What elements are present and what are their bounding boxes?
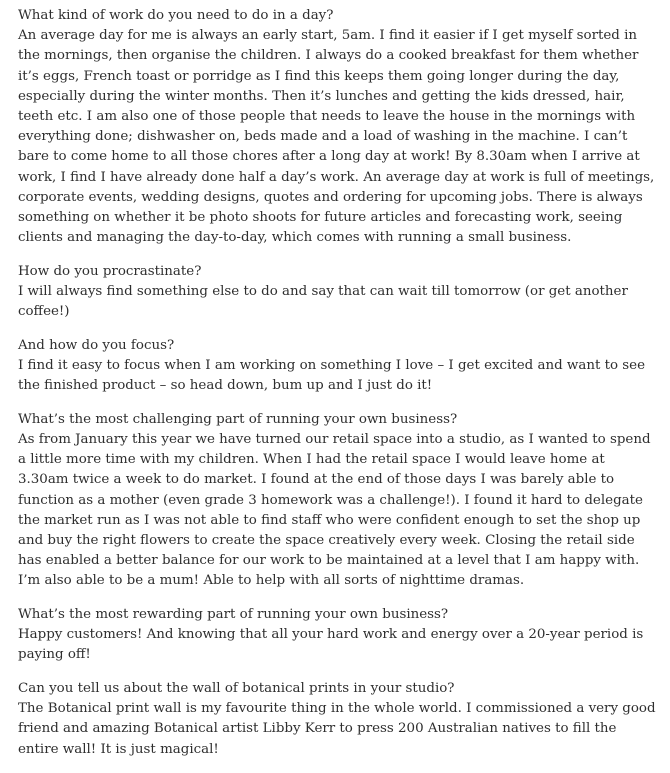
question-text: Can you tell us about the wall of botanical prints in your studio? xyxy=(18,681,455,697)
qa-block-rewarding xyxy=(18,605,658,666)
answer-text: I will always find something else to do and say that can wait till tomorrow (or get another coffee!) xyxy=(18,284,628,320)
answer-text: Happy customers! And knowing that all your hard work and energy over a 20-year period is paying off! xyxy=(18,627,644,663)
question-text: What kind of work do you need to do in a day? xyxy=(18,8,334,23)
question-text: How do you procrastinate? xyxy=(18,263,202,279)
qa-block-focus xyxy=(18,336,658,397)
answer-text: As from January this year we have turned our retail space into a studio, as I wanted to spend a little more time with my children. When I had the retail space I would leave home at 3.30am twice a week to do market. I found at the end of those days I was barely able to function as a mother (even grade 3 homework was a challenge!). I found it hard to delegate the market run as I was not able to find staff who were confident enough to set the shop up and buy the right flowers to create the space creatively every week. Closing the retail side has enabled a better balance for our work to be maintained at a level that I am happy with. I’m also able to be a mum! Able to help with all sorts of nighttime dramas. xyxy=(18,432,651,589)
qa-block-challenging xyxy=(18,410,658,592)
answer-text: An average day for me is always an early start, 5am. I find it easier if I get myself sorted in the mornings, then organise the children. I always do a cooked breakfast for them whether it’s eggs, French toast or porridge as I find this keeps them going longer during the day, especially during the winter months. Then it’s lunches and getting the kids dressed, hair, teeth etc. I am also one of those people that needs to leave the house in the mornings with everything done; dishwasher on, beds made and a load of washing in the machine. I can’t bare to come home to all those chores after a long day at work! By 8.30am when I arrive at work, I find I have already done half a day’s work. An average day at work is full of meetings, corporate events, wedding designs, quotes and ordering for upcoming jobs. There is always something on whether it be photo shoots for future articles and forecasting work, seeing clients and managing the day-to-day, which comes with running a small business. xyxy=(18,28,655,246)
qa-block-daily-work xyxy=(18,6,658,248)
interview-article xyxy=(18,6,658,773)
answer-text: I find it easy to focus when I am working on something I love – I get excited and want to see the finished product – so head down, bum up and I just do it! xyxy=(18,358,646,394)
qa-block-botanical-prints xyxy=(18,679,658,760)
question-text: What’s the most rewarding part of running your own business? xyxy=(18,607,449,623)
answer-text: The Botanical print wall is my favourite thing in the whole world. I commissioned a very good friend and amazing Botanical artist Libby Kerr to press 200 Australian natives to fill the entire wall! It is just magical! xyxy=(18,701,656,757)
qa-block-procrastinate xyxy=(18,262,658,323)
question-text: And how do you focus? xyxy=(18,337,175,353)
question-text: What’s the most challenging part of running your own business? xyxy=(18,411,458,427)
